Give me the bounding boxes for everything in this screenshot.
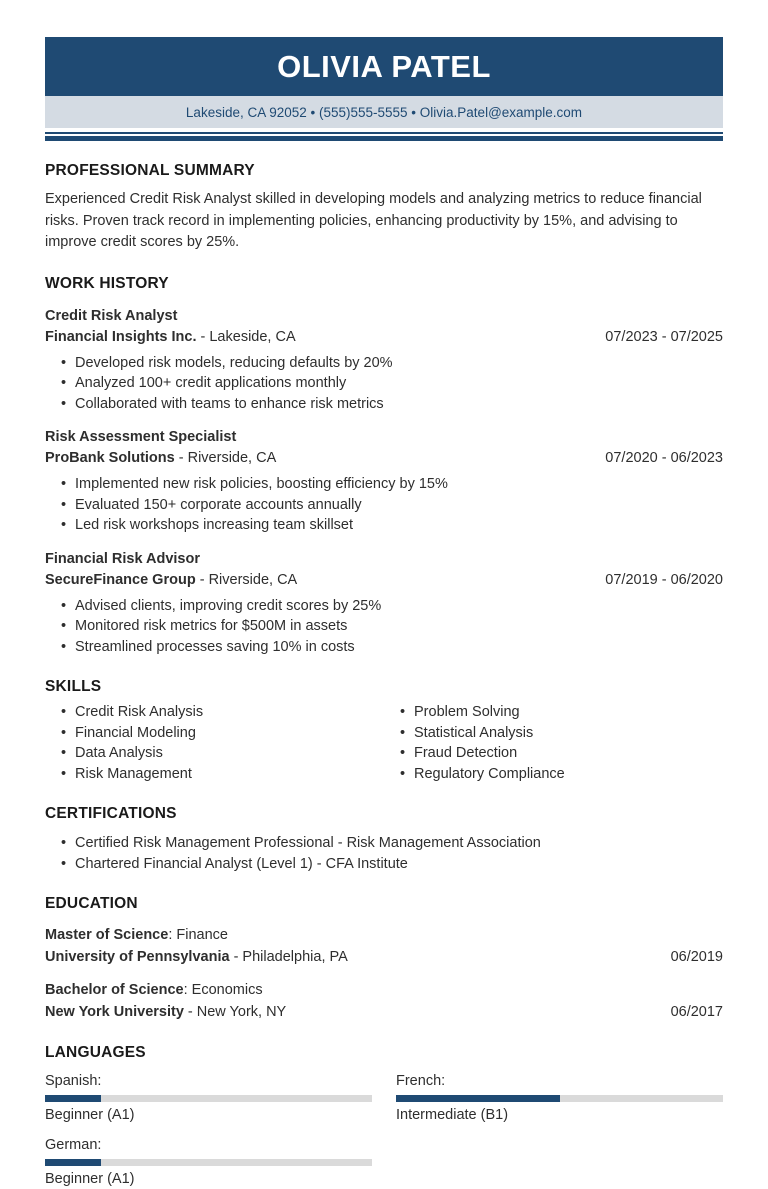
contact-info: Lakeside, CA 92052 • (555)555-5555 • Olivia.Patel@example.com [185, 104, 583, 120]
skill-item: • Risk Management [75, 764, 384, 785]
language-progress-fill [396, 1095, 560, 1102]
skill-item: • Statistical Analysis [414, 723, 723, 744]
job-title: Risk Assessment Specialist [45, 429, 237, 445]
language-progress-fill [45, 1095, 101, 1102]
education-field: : Finance [168, 927, 228, 943]
job-company-location [45, 327, 296, 348]
summary-heading: PROFESSIONAL SUMMARY [45, 162, 255, 179]
job-bullet: • Streamlined processes saving 10% in costs [75, 637, 723, 658]
job-company: SecureFinance Group [45, 571, 196, 588]
education-location: - Philadelphia, PA [229, 948, 348, 965]
job-dates: 07/2020 - 06/2023 [605, 450, 723, 466]
skill-item: • Credit Risk Analysis [75, 702, 384, 723]
language-item [45, 1136, 372, 1189]
divider-thin [45, 132, 723, 134]
education-entry [45, 925, 723, 968]
education-date: 06/2017 [670, 1003, 723, 1020]
job-company-line [45, 570, 723, 591]
education-entry [45, 980, 723, 1023]
job-dates: 07/2019 - 06/2020 [605, 571, 723, 588]
education-date: 06/2019 [670, 948, 723, 965]
skills-column-right [384, 702, 723, 784]
skills-heading: SKILLS [45, 678, 102, 695]
education-school-line [45, 1002, 723, 1024]
job-company: Financial Insights Inc. [45, 328, 197, 345]
education-school-line [45, 947, 723, 969]
job-company-line [45, 327, 723, 348]
job-bullet-list [45, 353, 723, 415]
skills-grid [45, 702, 723, 784]
certification-item: • Certified Risk Management Professional - Risk Management Association [75, 833, 723, 854]
job-bullet: • Led risk workshops increasing team skillset [75, 515, 723, 536]
language-item [396, 1072, 723, 1125]
section-work-history [45, 275, 723, 658]
job-location: - Riverside, CA [174, 450, 277, 466]
education-school: New York University [45, 1003, 184, 1020]
job-bullet: • Analyzed 100+ credit applications monthly [75, 373, 723, 394]
divider-thick [45, 136, 723, 141]
section-education [45, 895, 723, 1023]
certifications-heading: CERTIFICATIONS [45, 805, 177, 822]
language-item [45, 1072, 372, 1125]
language-name: Spanish: [45, 1073, 102, 1089]
education-degree: Master of Science [45, 927, 169, 943]
job-location: - Riverside, CA [195, 571, 298, 588]
education-school-location [45, 947, 348, 969]
language-name: German: [45, 1137, 102, 1153]
section-certifications [45, 805, 723, 874]
certification-item: • Chartered Financial Analyst (Level 1) - CFA Institute [75, 854, 723, 875]
language-progress-track [396, 1095, 723, 1102]
skill-item: • Financial Modeling [75, 723, 384, 744]
skill-item: • Regulatory Compliance [414, 764, 723, 785]
candidate-name: OLIVIA PATEL [277, 48, 491, 84]
skills-column-left [45, 702, 384, 784]
education-field: : Economics [183, 982, 263, 998]
section-skills [45, 678, 723, 784]
education-school: University of Pennsylvania [45, 948, 230, 965]
job-title: Credit Risk Analyst [45, 307, 178, 324]
language-name: French: [396, 1073, 446, 1089]
job-company-line [45, 448, 723, 469]
language-level: Beginner (A1) [45, 1107, 135, 1123]
job-bullet: • Advised clients, improving credit scores by 25% [75, 596, 723, 617]
work-heading: WORK HISTORY [45, 274, 169, 292]
certification-list [45, 833, 723, 874]
skill-item: • Problem Solving [414, 702, 723, 723]
education-degree-line [45, 925, 723, 947]
contact-bar [45, 96, 723, 128]
section-professional-summary [45, 162, 723, 254]
section-languages [45, 1044, 723, 1189]
language-level: Beginner (A1) [45, 1171, 135, 1187]
name-banner [45, 37, 723, 96]
language-progress-track [45, 1095, 372, 1102]
languages-grid [45, 1072, 723, 1189]
language-progress-track [45, 1159, 372, 1166]
education-heading: EDUCATION [45, 895, 138, 912]
job-location: - Lakeside, CA [196, 328, 296, 345]
language-level: Intermediate (B1) [396, 1107, 509, 1123]
education-degree-line [45, 980, 723, 1002]
job-bullet: • Evaluated 150+ corporate accounts annually [75, 495, 723, 516]
job-entry [45, 306, 723, 415]
job-company: ProBank Solutions [45, 450, 175, 466]
job-bullet: • Developed risk models, reducing defaults by 20% [75, 353, 723, 374]
education-degree: Bachelor of Science [45, 982, 184, 998]
job-dates: 07/2023 - 07/2025 [605, 328, 723, 345]
education-location: - New York, NY [183, 1003, 287, 1020]
education-school-location [45, 1002, 286, 1024]
resume-header [45, 37, 723, 141]
skill-item: • Fraud Detection [414, 743, 723, 764]
job-bullet: • Implemented new risk policies, boosting efficiency by 15% [75, 474, 723, 495]
summary-text: Experienced Credit Risk Analyst skilled in developing models and analyzing metrics to reduce financial risks. Proven track record in implementing policies, enhancing productivity by 15%, and advising to improve credit scores by 25%. [45, 191, 702, 250]
job-entry [45, 549, 723, 658]
languages-heading: LANGUAGES [45, 1044, 146, 1061]
job-bullet-list [45, 596, 723, 658]
job-bullet-list [45, 474, 723, 536]
job-company-location [45, 448, 276, 469]
job-bullet: • Monitored risk metrics for $500M in assets [75, 616, 723, 637]
job-entry [45, 427, 723, 536]
job-title: Financial Risk Advisor [45, 550, 200, 567]
language-progress-fill [45, 1159, 101, 1166]
skill-item: • Data Analysis [75, 743, 384, 764]
job-bullet: • Collaborated with teams to enhance risk metrics [75, 394, 723, 415]
job-company-location [45, 570, 297, 591]
